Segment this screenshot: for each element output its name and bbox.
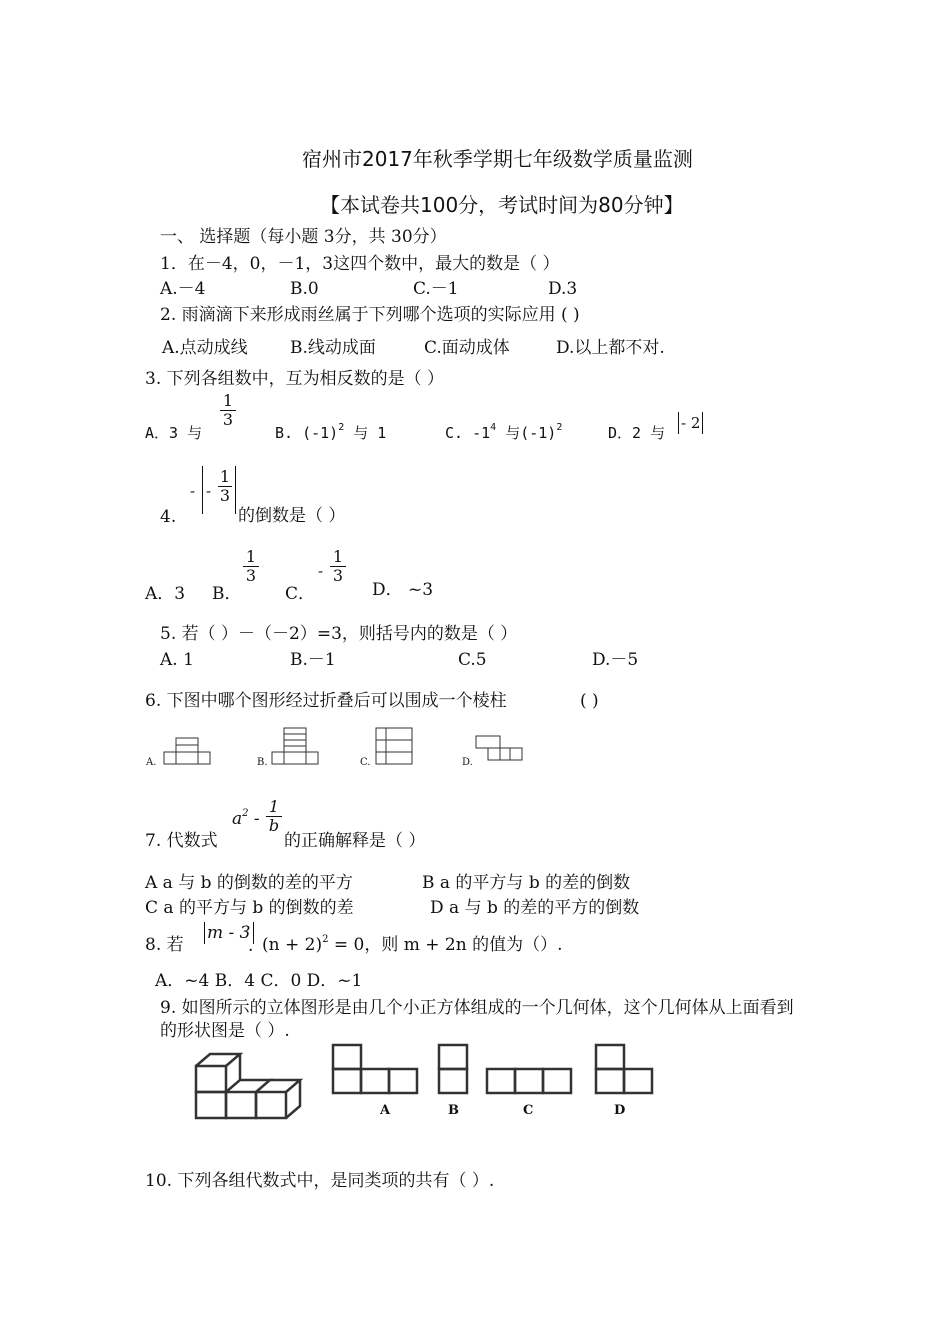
- q4-option-a: A．3: [145, 584, 186, 604]
- q3-option-d: D．2 与: [608, 424, 666, 442]
- q5-option-c: C.5: [458, 650, 487, 670]
- page-title: 宿州市2017年秋季学期七年级数学质量监测: [302, 147, 693, 171]
- question-2: 2. 雨滴滴下来形成雨丝属于下列哪个选项的实际应用 ( ): [160, 305, 580, 325]
- q6-label-c: C.: [360, 757, 371, 768]
- q9-label-d: D: [614, 1103, 626, 1118]
- q4-inner-sign: -: [206, 482, 212, 500]
- question-6: 6. 下图中哪个图形经过折叠后可以围成一个棱柱: [145, 691, 507, 711]
- exam-info: 【本试卷共100分，考试时间为80分钟】: [320, 193, 684, 217]
- q2-option-d: D.以上都不对.: [556, 338, 665, 358]
- q7-option-a: A a 与 b 的倒数的差的平方: [145, 873, 353, 893]
- question-7-prefix: 7. 代数式: [145, 831, 218, 851]
- q1-option-c: C.－1: [413, 279, 459, 299]
- q4-option-c-fraction: $\frac{1}{3}$: [330, 548, 346, 585]
- q4-option-d: D． ~3: [372, 580, 434, 600]
- q3-option-a: A．3 与: [145, 424, 203, 442]
- q1-option-b: B.0: [290, 279, 319, 299]
- q8-dot: .: [248, 936, 254, 956]
- q9-label-b: B: [448, 1103, 459, 1118]
- q6-label-d: D.: [462, 757, 473, 768]
- q5-option-d: D.－5: [592, 650, 639, 670]
- q6-net-figures: [140, 722, 540, 772]
- question-9-line2: 的形状图是（ ）.: [160, 1021, 290, 1041]
- q4-sign: -: [190, 482, 196, 500]
- q4-number: 4.: [160, 507, 177, 527]
- q5-option-a: A. 1: [160, 650, 194, 670]
- question-3: 3. 下列各组数中，互为相反数的是（ ）: [145, 369, 445, 389]
- q3-fraction: $\frac{1}{3}$: [220, 392, 236, 429]
- question-1: 1．在－4，0，－1，3这四个数中，最大的数是（ ）: [160, 254, 560, 274]
- q9-label-c: C: [523, 1103, 534, 1118]
- q2-option-b: B.线动成面: [290, 338, 376, 358]
- q7-option-b: B a 的平方与 b 的差的倒数: [422, 873, 631, 893]
- q9-cube-figure: [188, 1040, 668, 1132]
- q3-abs-value: - 2: [678, 412, 703, 434]
- question-10: 10. 下列各组代数式中，是同类项的共有（ ）.: [145, 1171, 495, 1191]
- q2-option-c: C.面动成体: [424, 338, 510, 358]
- q5-option-b: B.－1: [290, 650, 336, 670]
- question-7: 的正确解释是（ ）: [284, 831, 426, 851]
- q7-option-c: C a 的平方与 b 的倒数的差: [145, 898, 354, 918]
- q4-option-b-fraction: $\frac{1}{3}$: [243, 548, 259, 585]
- q8-options: A．~4 B．4 C．0 D．~1: [155, 971, 363, 991]
- question-8-prefix: 8. 若: [145, 935, 184, 955]
- question-9: 9. 如图所示的立体图形是由几个小正方体组成的一个几何体，这个几何体从上面看到: [160, 998, 794, 1018]
- q4-option-c-sign: -: [318, 562, 324, 580]
- q7-fraction: $\frac{1}{b}$: [266, 798, 282, 835]
- question-5: 5. 若（ ）－（－2）=3，则括号内的数是（ ）: [160, 624, 518, 644]
- q3-option-b: B. $(-1)^2$ 与 1: [275, 422, 387, 442]
- q2-option-a: A.点动成线: [162, 338, 248, 358]
- section-heading: 一、 选择题（每小题 3分，共 30分）: [160, 227, 447, 247]
- q6-label-a: A.: [146, 757, 157, 768]
- q4-fraction: $\frac{1}{3}$: [219, 467, 231, 505]
- q7-variable-a: $a^2$ -: [232, 808, 260, 829]
- q7-option-d: D a 与 b 的差的平方的倒数: [430, 898, 640, 918]
- question-8: $(n + 2)^2 = 0$，则 m + 2n 的值为（）.: [262, 934, 563, 955]
- q1-option-d: D.3: [548, 279, 578, 299]
- q6-label-b: B.: [257, 757, 268, 768]
- q9-label-a: A: [380, 1103, 391, 1118]
- q4-option-c: C．: [285, 584, 316, 604]
- q6-answer-paren: ( ): [580, 691, 599, 711]
- q3-option-c: C. $-1^4$ 与$(-1)^2$: [445, 422, 563, 442]
- q8-abs-value: m - 3: [204, 922, 254, 944]
- q1-option-a: A.－4: [160, 279, 206, 299]
- q4-option-b: B．: [212, 584, 242, 604]
- question-4: 的倒数是（ ）: [238, 506, 346, 526]
